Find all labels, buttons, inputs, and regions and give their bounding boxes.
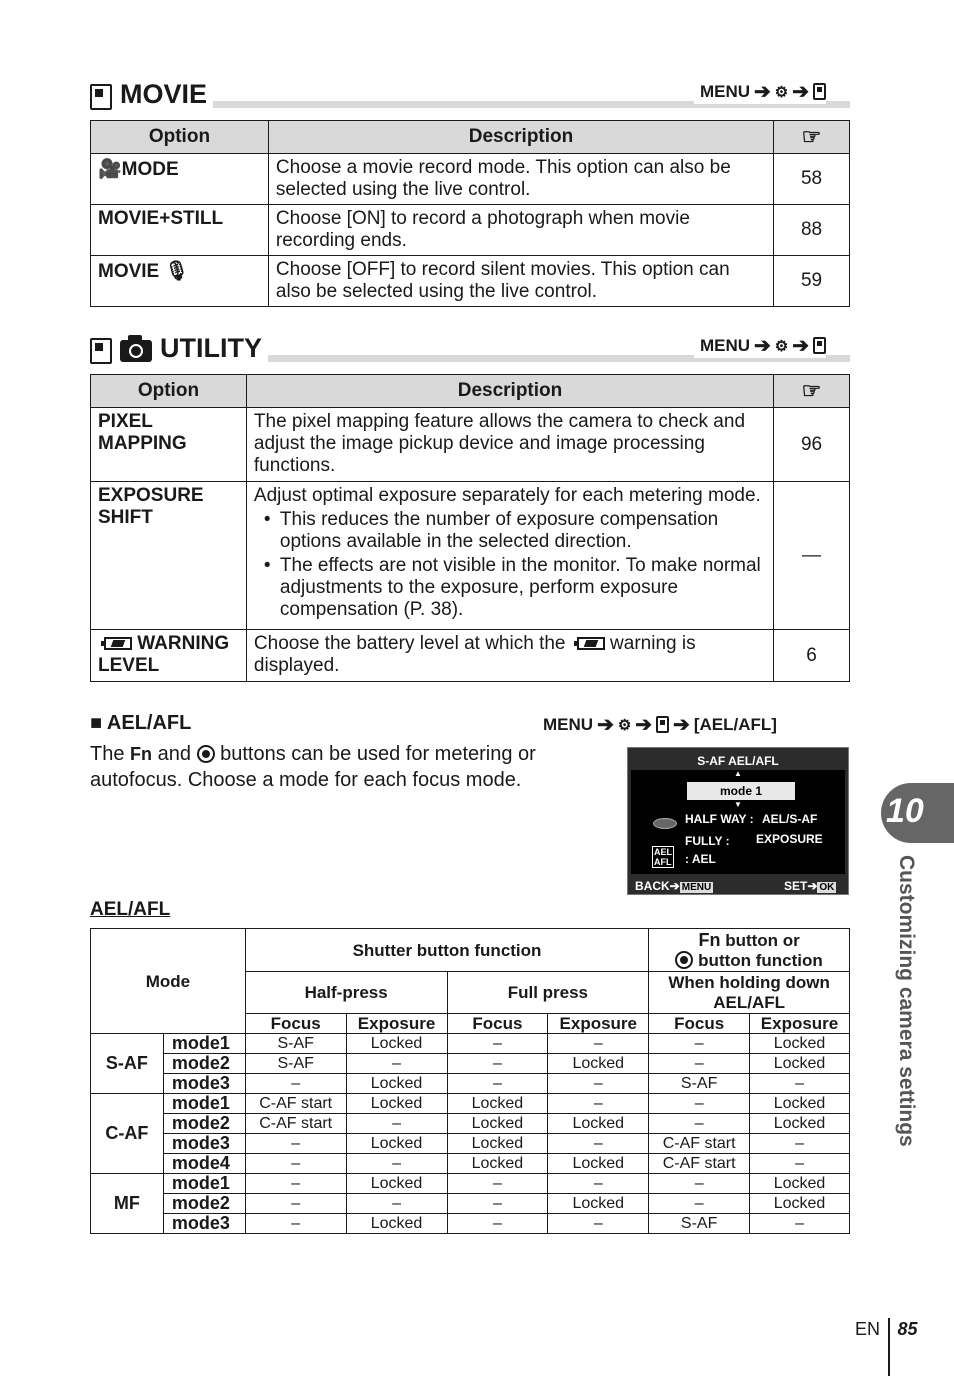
- arrow-icon: ➔: [792, 335, 809, 357]
- table-cell: –: [548, 1174, 649, 1194]
- arrow-icon: ➔: [673, 714, 690, 736]
- table-row: EXPOSURE SHIFT Adjust optimal exposure separately for each metering mode. • This reduces the number of exposure compensation options available in the selected direction. • The effects are not visible in the monitor. To make normal adjustments to the exposure, perform exposure compensation (P. 38). —: [91, 482, 850, 630]
- table-row: [91, 1134, 850, 1154]
- table-cell: –: [548, 1034, 649, 1054]
- fn-button-icon: Fn: [698, 929, 721, 950]
- custom-menu-icon: [813, 337, 826, 354]
- table-cell: Locked: [750, 1194, 850, 1214]
- table-cell: –: [649, 1034, 750, 1054]
- arrow-icon: ➔: [754, 335, 771, 357]
- utility-section-header: [90, 332, 850, 362]
- shutter-button-icon: [653, 818, 677, 829]
- down-arrow-icon: ▼: [734, 800, 742, 809]
- arrow-icon: ➔: [635, 714, 653, 736]
- col-option: Option: [91, 121, 269, 154]
- table-cell: Locked: [346, 1034, 447, 1054]
- chapter-number: 10: [886, 792, 924, 830]
- bullet-list: • This reduces the number of exposure compensation options available in the selected direction. • The effects are not visible in the monitor. To make normal adjustments to the exposure, perform exposure compensation (P. 38).: [254, 509, 766, 621]
- table-cell: –: [548, 1134, 649, 1154]
- table-row: WARNING LEVEL Choose the battery level at which the warning is displayed. 6: [91, 630, 850, 682]
- mode-label: mode3: [163, 1134, 245, 1154]
- ael-menu-path: MENU ➔ ⚙ ➔ ➔ [AEL/AFL]: [543, 714, 777, 736]
- table-cell: –: [447, 1214, 548, 1234]
- half-press-header: Half-press: [245, 972, 447, 1014]
- table-cell: Locked: [548, 1114, 649, 1134]
- focus-mode-group: C-AF: [91, 1094, 164, 1174]
- table-cell: –: [649, 1094, 750, 1114]
- mode-label: mode1: [163, 1174, 245, 1194]
- table-cell: Locked: [447, 1154, 548, 1174]
- table-cell: –: [548, 1094, 649, 1114]
- page-footer: EN 85: [855, 1300, 918, 1358]
- table-cell: –: [750, 1154, 850, 1174]
- table-cell: Locked: [750, 1034, 850, 1054]
- holding-header: When holding down AEL/AFL: [649, 972, 850, 1014]
- fn-button-icon: Fn: [130, 744, 153, 764]
- table-cell: –: [447, 1034, 548, 1054]
- battery-icon: [577, 637, 605, 650]
- mode-selector: mode 1: [687, 782, 795, 800]
- back-hint: BACK➔ MENU: [635, 879, 712, 893]
- table-row: [91, 1054, 850, 1074]
- mode-label: mode4: [163, 1154, 245, 1174]
- table-cell: C-AF start: [245, 1094, 346, 1114]
- focus-mode-group: MF: [91, 1174, 164, 1234]
- table-cell: –: [447, 1194, 548, 1214]
- table-cell: Locked: [346, 1094, 447, 1114]
- col-description: Description: [246, 375, 773, 408]
- custom-menu-icon: [813, 83, 826, 100]
- mode-label: mode1: [163, 1034, 245, 1054]
- table-cell: Locked: [750, 1114, 850, 1134]
- mode-label: mode2: [163, 1114, 245, 1134]
- movie-title: MOVIE: [90, 79, 213, 110]
- table-cell: Locked: [346, 1174, 447, 1194]
- table-row: [91, 1194, 850, 1214]
- table-cell: –: [245, 1154, 346, 1174]
- table-row: [91, 1074, 850, 1094]
- page-reference-icon: ☞: [801, 124, 822, 149]
- up-arrow-icon: ▲: [734, 769, 742, 778]
- table-cell: Locked: [346, 1214, 447, 1234]
- gear-icon: ⚙: [774, 83, 789, 101]
- table-cell: –: [649, 1114, 750, 1134]
- table-cell: –: [447, 1074, 548, 1094]
- ael-table-caption: AEL/AFL: [90, 899, 171, 920]
- camera-icon: [120, 340, 152, 362]
- table-cell: C-AF start: [649, 1134, 750, 1154]
- arrow-icon: ➔: [597, 714, 614, 736]
- table-cell: –: [548, 1214, 649, 1234]
- table-cell: S-AF: [245, 1054, 346, 1074]
- arrow-icon: ➔: [792, 81, 809, 103]
- table-cell: C-AF start: [649, 1154, 750, 1174]
- microphone-icon: 🎙: [164, 261, 189, 282]
- table-cell: –: [649, 1174, 750, 1194]
- table-cell: Locked: [447, 1134, 548, 1154]
- gear-icon: ⚙: [617, 716, 632, 734]
- table-row: [91, 1214, 850, 1234]
- table-row: [91, 1094, 850, 1114]
- table-cell: –: [750, 1134, 850, 1154]
- record-button-icon: [675, 951, 693, 969]
- table-cell: –: [346, 1154, 447, 1174]
- table-cell: –: [548, 1074, 649, 1094]
- utility-table: [90, 374, 850, 682]
- table-cell: –: [245, 1134, 346, 1154]
- table-cell: Locked: [346, 1134, 447, 1154]
- ael-heading: ■ AEL/AFL: [90, 712, 192, 734]
- col-option: Option: [91, 375, 247, 408]
- table-cell: –: [649, 1054, 750, 1074]
- mode-header: Mode: [91, 929, 246, 1034]
- table-cell: Locked: [447, 1114, 548, 1134]
- table-cell: –: [649, 1194, 750, 1214]
- movie-section-header: [90, 78, 850, 108]
- ael-intro: The Fn and buttons can be used for metering or autofocus. Choose a mode for each focus mode.: [90, 743, 536, 791]
- page-reference-icon: ☞: [801, 378, 822, 403]
- table-cell: Locked: [548, 1194, 649, 1214]
- utility-title: UTILITY: [90, 333, 268, 364]
- table-row: MOVIE 🎙 Choose [OFF] to record silent movies. This option can also be selected using the live control. 59: [91, 256, 850, 307]
- table-cell: –: [346, 1194, 447, 1214]
- table-row: [91, 1034, 850, 1054]
- table-cell: –: [245, 1194, 346, 1214]
- mode-label: mode1: [163, 1094, 245, 1114]
- table-cell: –: [447, 1054, 548, 1074]
- table-cell: –: [447, 1174, 548, 1194]
- table-cell: –: [346, 1114, 447, 1134]
- table-row: [91, 1174, 850, 1194]
- mode-label: mode2: [163, 1054, 245, 1074]
- full-press-header: Full press: [447, 972, 649, 1014]
- movie-mode-icon: 🎥: [98, 159, 122, 180]
- fn-function-header: Fn button or button function: [649, 929, 850, 972]
- movie-menu-path: MENU ➔ ⚙ ➔: [694, 79, 826, 104]
- mode-label: mode2: [163, 1194, 245, 1214]
- shutter-function-header: Shutter button function: [245, 929, 648, 972]
- custom-menu-icon: [90, 84, 112, 110]
- col-description: Description: [268, 121, 773, 154]
- table-cell: Locked: [447, 1094, 548, 1114]
- battery-icon: [104, 637, 132, 650]
- movie-table: [90, 120, 850, 307]
- table-row: PIXEL MAPPING The pixel mapping feature allows the camera to check and adjust the image pickup device and image processing functions. 96: [91, 408, 850, 482]
- record-button-icon: [197, 745, 215, 763]
- table-row: MOVIE+STILL Choose [ON] to record a photograph when movie recording ends. 88: [91, 205, 850, 256]
- chapter-label: Customizing camera settings: [895, 855, 918, 1147]
- gear-icon: ⚙: [774, 337, 789, 355]
- table-cell: Locked: [750, 1174, 850, 1194]
- table-row: 🎥MODE Choose a movie record mode. This option can also be selected using the live control. 58: [91, 154, 850, 205]
- table-cell: –: [750, 1074, 850, 1094]
- table-cell: –: [245, 1174, 346, 1194]
- focus-mode-group: S-AF: [91, 1034, 164, 1094]
- arrow-icon: ➔: [754, 81, 771, 103]
- camera-screen: S-AF AEL/AFL ▲ mode 1 ▼ HALF WAY : AEL/S-AF FULLY : EXPOSURE AEL AFL : AEL BACK➔ MENU SET➔ OK: [627, 747, 849, 895]
- table-cell: S-AF: [649, 1214, 750, 1234]
- col-page: [774, 121, 850, 154]
- utility-menu-path: MENU ➔ ⚙ ➔: [694, 333, 826, 358]
- table-row: [91, 1114, 850, 1134]
- custom-menu-icon: [90, 338, 112, 364]
- table-cell: C-AF start: [245, 1114, 346, 1134]
- table-cell: Locked: [346, 1074, 447, 1094]
- table-cell: –: [750, 1214, 850, 1234]
- ael-table-body: [91, 1034, 850, 1234]
- ael-afl-icon: AEL AFL: [654, 847, 672, 867]
- table-row: [91, 1154, 850, 1174]
- table-cell: S-AF: [245, 1034, 346, 1054]
- set-hint: SET➔ OK: [784, 879, 835, 893]
- col-page: [774, 375, 850, 408]
- table-cell: S-AF: [649, 1074, 750, 1094]
- table-cell: –: [245, 1074, 346, 1094]
- table-cell: –: [245, 1214, 346, 1234]
- table-cell: Locked: [548, 1154, 649, 1174]
- table-cell: –: [346, 1054, 447, 1074]
- ael-afl-table: Mode Shutter button function Fn button or button function Half-press Full press When holding down AEL/AFL Focus Exposure Focus Exposure Focus Exposure S-AF mode1 S-AF Locked – – – Locked mode2 S-AF – – Locked – Locked mode3 – Locked – – S-AF – C-AF mode1 C-AF start Locked Locked – – Locked mode2 C-AF start – Locked Locked – Locked mode3 – Locked Locked – C-AF start – mode4 – – Locked Locked C-AF start – MF mode1 – Locked – – – Locked mode2 – – – Locked – Locked mode3 – Locked – – S-AF –: [90, 928, 850, 1234]
- mode-label: mode3: [163, 1074, 245, 1094]
- mode-label: mode3: [163, 1214, 245, 1234]
- table-cell: Locked: [750, 1094, 850, 1114]
- table-cell: Locked: [750, 1054, 850, 1074]
- custom-menu-b-icon: [656, 716, 669, 733]
- page-number: 85: [897, 1318, 918, 1339]
- table-cell: Locked: [548, 1054, 649, 1074]
